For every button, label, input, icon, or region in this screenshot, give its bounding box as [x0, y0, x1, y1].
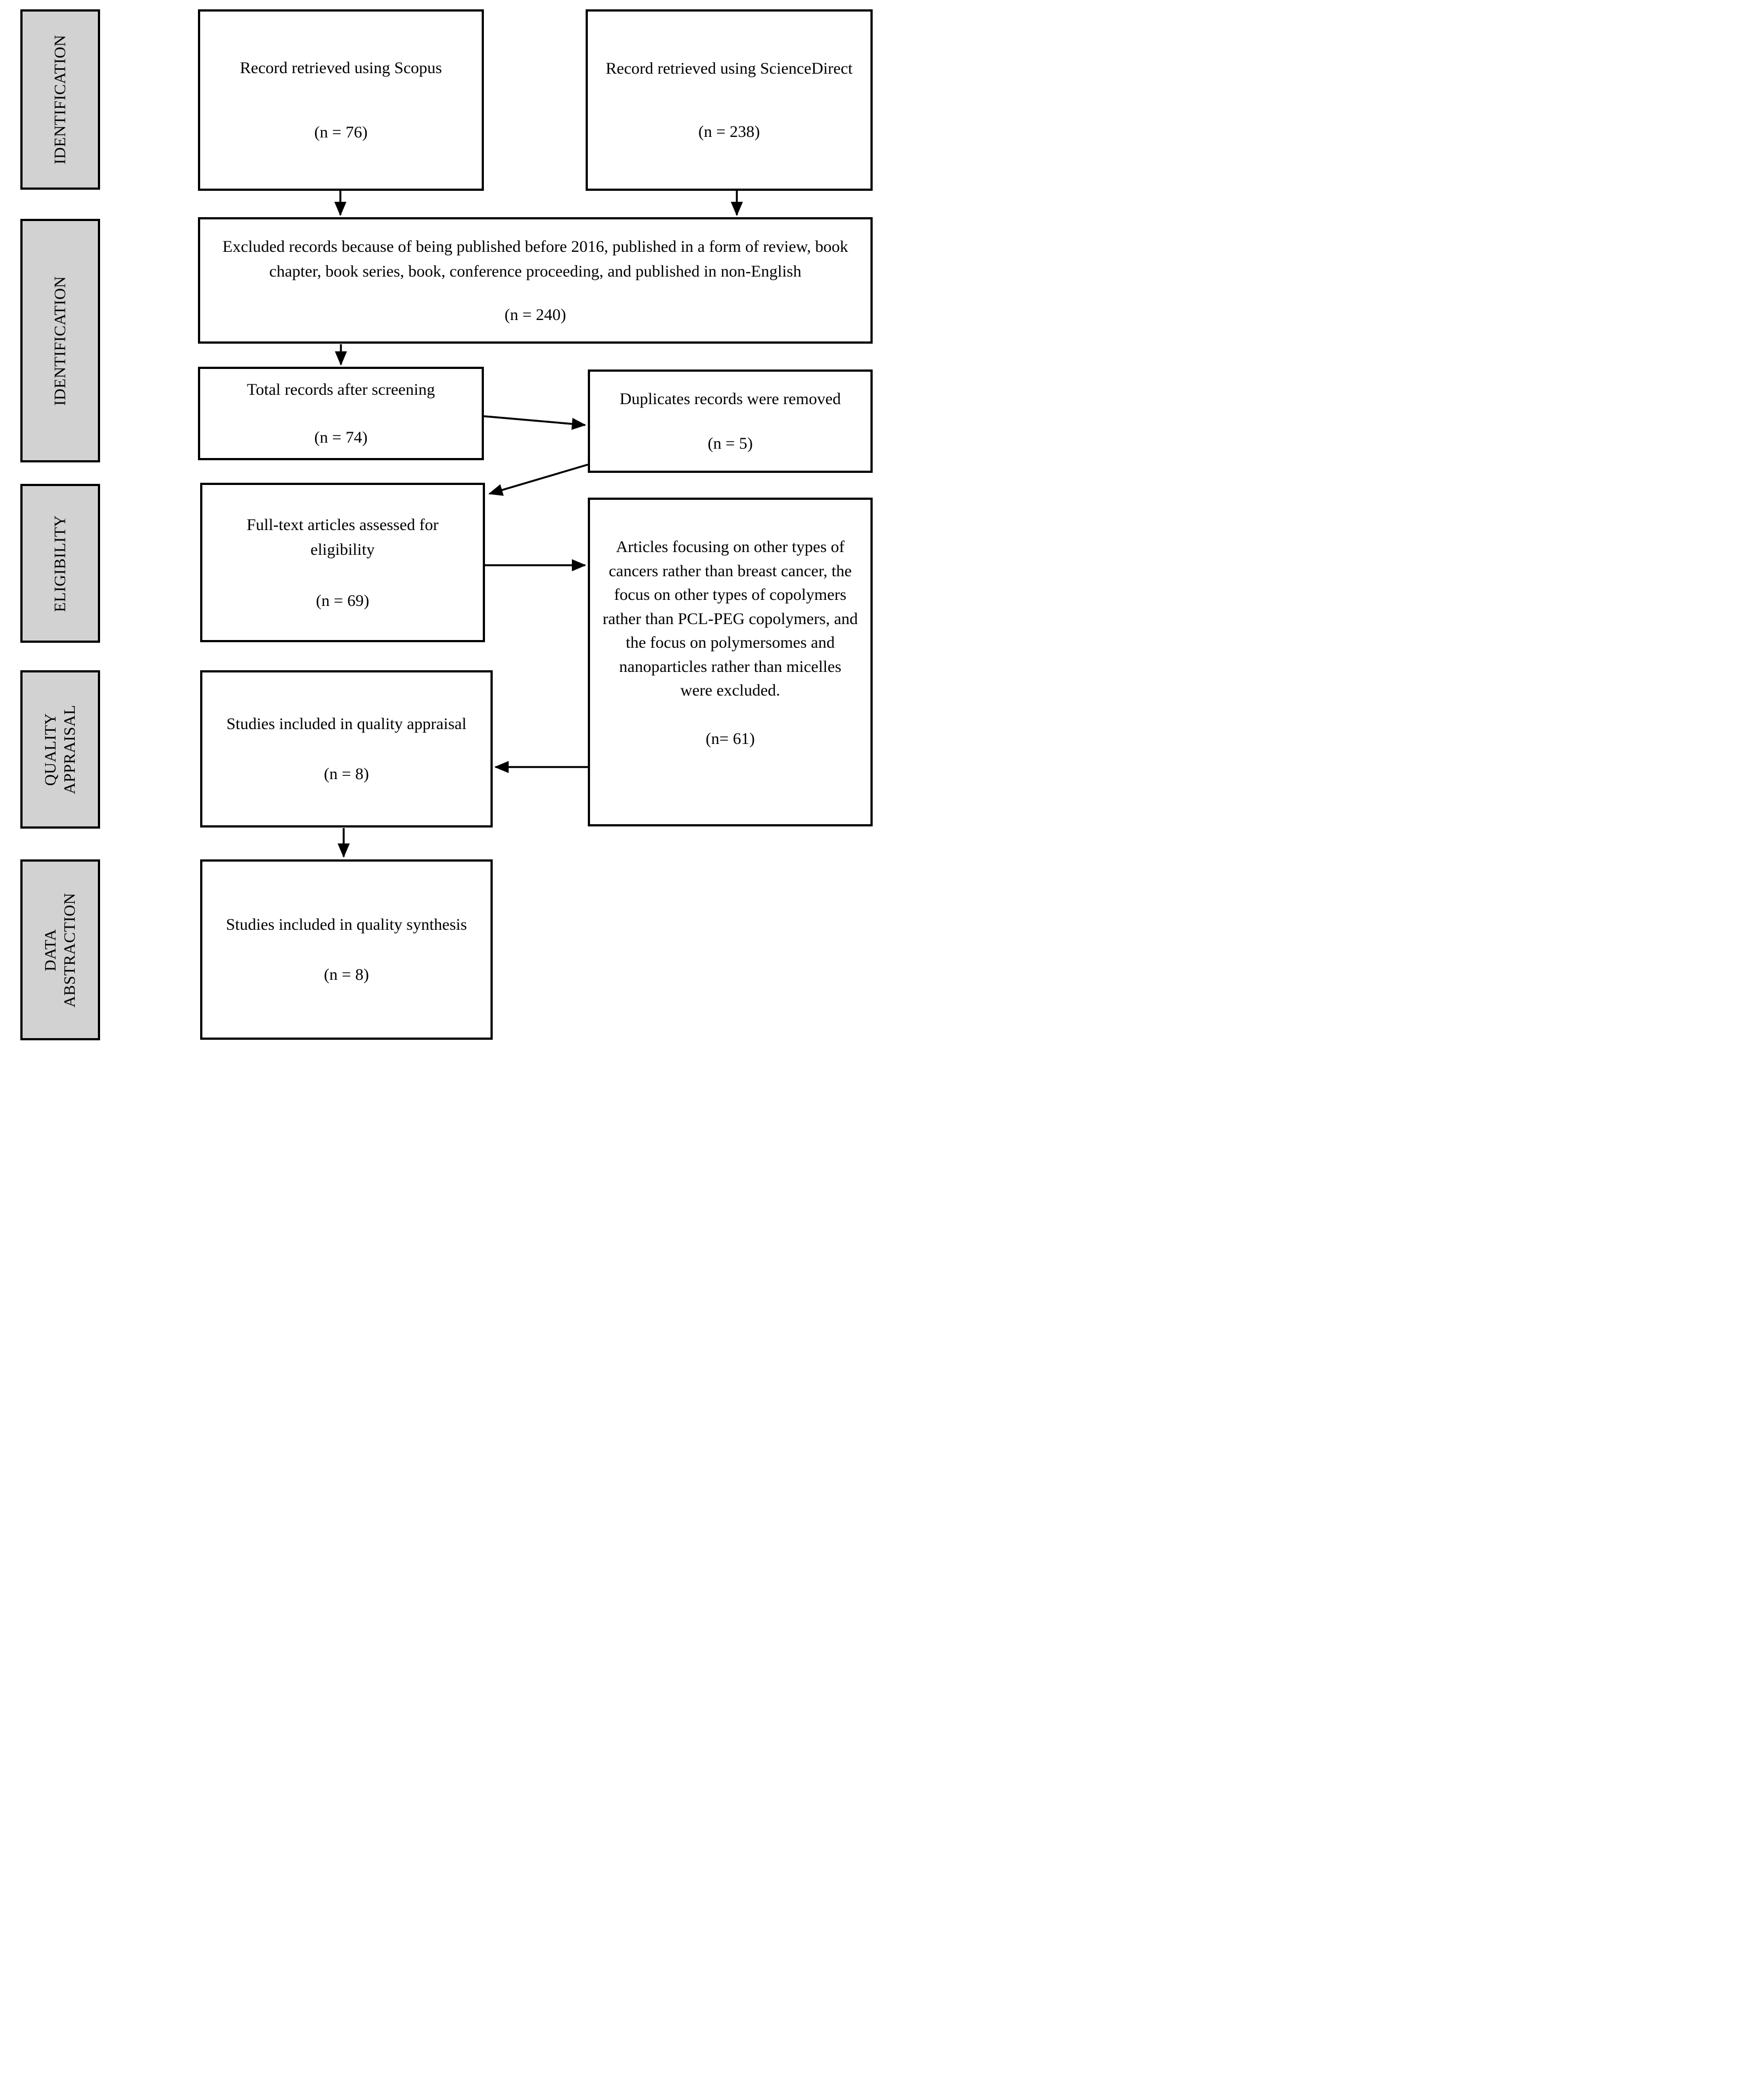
box-quality-appraisal-count: (n = 8): [324, 765, 369, 783]
box-quality-appraisal-text: Studies included in quality appraisal: [226, 715, 467, 733]
stage-identification-2-label: IDENTIFICATION: [51, 275, 69, 406]
box-quality-synthesis-text: Studies included in quality synthesis: [225, 915, 467, 934]
stage-eligibility: [20, 484, 100, 643]
stage-identification-1-label: IDENTIFICATION: [51, 35, 69, 164]
box-total-after-screening-text: Total records after screening: [247, 380, 435, 399]
box-exclusion-reasons-text: Articles focusing on other types of cancers rather than breast cancer, the focus on other types of copolymers rather than PCL-PEG copolymers, and the focus on polymersomes and nanoparticles rather than micelles were excluded.: [602, 538, 858, 699]
box-excluded-records-text: Excluded records because of being published before 2016, published in a form of review, book chapter, book series, book, conference proceeding, and published in non-English: [222, 237, 848, 280]
box-record-scopus-text: Record retrieved using Scopus: [240, 59, 442, 77]
box-record-sciencedirect: [586, 9, 873, 191]
box-total-after-screening-count: (n = 74): [314, 428, 368, 446]
box-duplicates-removed-text: Duplicates records were removed: [619, 390, 841, 408]
box-fulltext-assessed-count: (n = 69): [316, 591, 370, 610]
box-record-scopus-count: (n = 76): [314, 123, 368, 141]
prisma-flow-diagram: [0, 0, 882, 1048]
box-exclusion-reasons: [588, 498, 873, 826]
stage-quality-appraisal-label: QUALITY APPRAISAL: [41, 704, 79, 795]
arrow-duplicates-to-fulltext: [489, 465, 588, 494]
box-duplicates-removed: [588, 369, 873, 473]
box-record-scopus: [198, 9, 484, 191]
box-excluded-records-count: (n = 240): [504, 305, 566, 324]
box-quality-synthesis: [200, 859, 493, 1040]
box-exclusion-reasons-count: (n= 61): [705, 729, 755, 748]
stage-data-abstraction: [20, 859, 100, 1040]
stage-identification-1: [20, 9, 100, 190]
box-fulltext-assessed-text: Full-text articles assessed for eligibility: [246, 515, 439, 559]
box-quality-synthesis-count: (n = 8): [324, 966, 369, 984]
box-duplicates-removed-count: (n = 5): [708, 434, 753, 453]
stage-eligibility-label: ELIGIBILITY: [51, 515, 69, 612]
box-total-after-screening: [198, 367, 484, 460]
stage-data-abstraction-label: DATA ABSTRACTION: [41, 892, 79, 1007]
box-excluded-records: [198, 217, 873, 344]
stage-quality-appraisal: [20, 670, 100, 829]
arrow-screening-to-duplicates: [484, 416, 585, 425]
box-quality-appraisal: [200, 670, 493, 828]
box-fulltext-assessed: [200, 483, 485, 642]
box-record-sciencedirect-text: Record retrieved using ScienceDirect: [605, 59, 853, 78]
stage-identification-2: [20, 219, 100, 462]
box-record-sciencedirect-count: (n = 238): [698, 123, 760, 141]
